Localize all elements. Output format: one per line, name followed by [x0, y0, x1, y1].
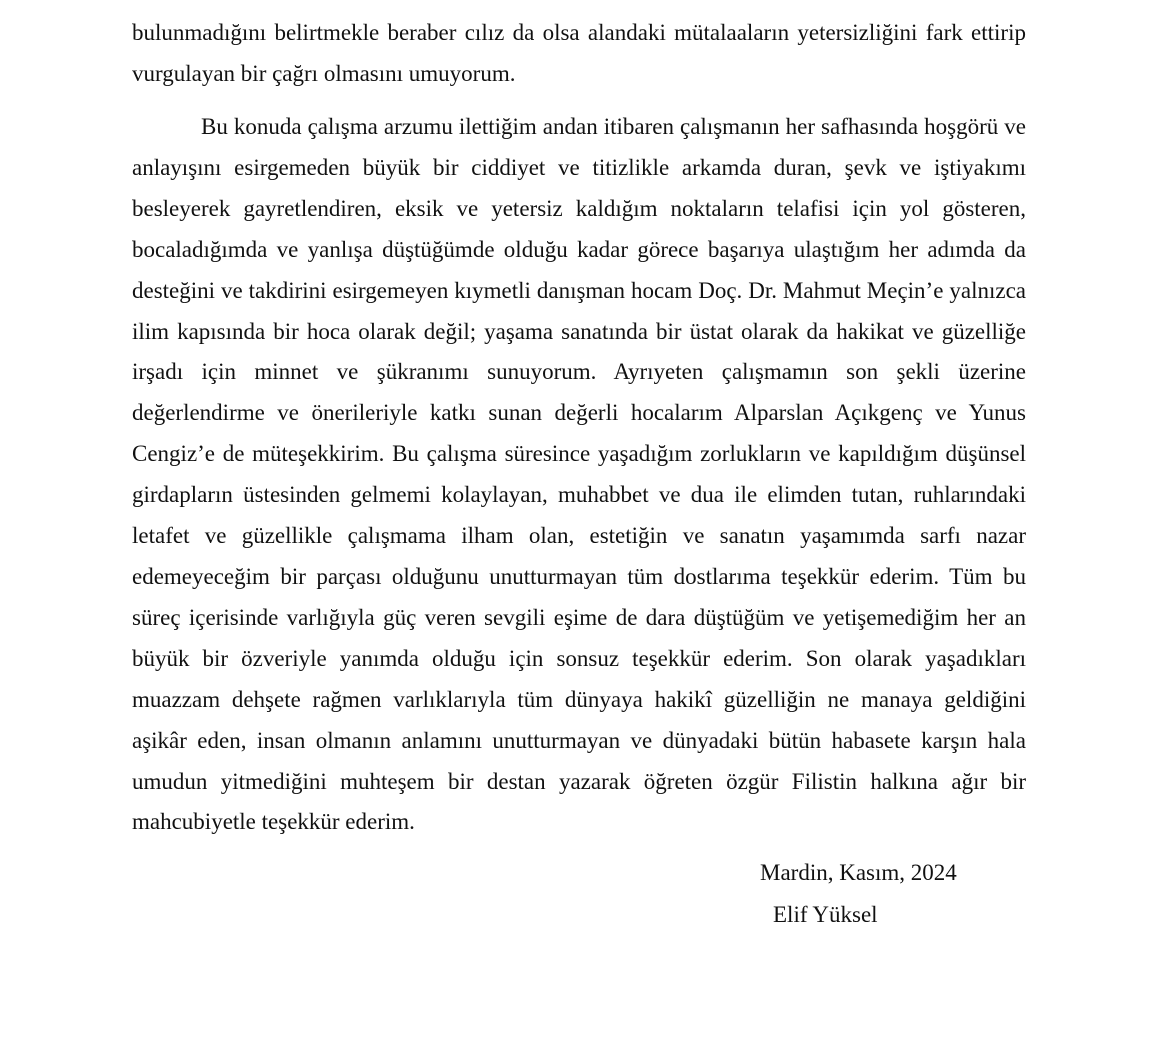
- signature-place-date: Mardin, Kasım, 2024: [760, 860, 957, 885]
- paragraph-acknowledgements: Bu konuda çalışma arzumu ilettiğim andan itibaren çalışmanın her safhasında hoşgörü ve anlayışını esirgemeden büyük bir ciddiyet ve titizlikle arkamda duran, şevk ve iştiyakımı besleyerek gayretlendiren, eksik ve yetersiz kaldığım noktaların telafisi için yol gösteren, bocaladığımda ve yanlışa düştüğümde olduğu kadar görece başarıya ulaştığım her adımda da desteğini ve takdirini esirgemeyen kıymetli danışman hocam Doç. Dr. Mahmut Meçin’e yalnızca ilim kapısında bir hoca olarak değil; yaşama sanatında bir üstat olarak da hakikat ve güzelliğe irşadı için minnet ve şükranımı sunuyorum. Ayrıyeten çalışmamın son şekli üzerine değerlendirme ve önerileriyle katkı sunan değerli hocalarım Alparslan Açıkgenç ve Yunus Cengiz’e de müteşekkirim. Bu çalışma süresince yaşadığım zorlukların ve kapıldığım düşünsel girdapların üstesinden gelmemi kolaylayan, muhabbet ve dua ile elimden tutan, ruhlarındaki letafet ve güzellikle çalışmama ilham olan, estetiğin ve sanatın yaşamımda sarfı nazar edemeyeceğim bir parçası olduğunu unutturmayan tüm dostlarıma teşekkür ederim. Tüm bu süreç içerisinde varlığıyla güç veren sevgili eşime de dara düştüğüm ve yetişemediğim her an büyük bir özveriyle yanımda olduğu için sonsuz teşekkür ederim. Son olarak yaşadıkları muazzam dehşete rağmen varlıklarıyla tüm dünyaya hakikî güzelliğin ne manaya geldiğini aşikâr eden, insan olmanın anlamını unutturmayan ve dünyadaki bütün habasete karşın hala umudun yitmediğini muhteşem bir destan yazarak öğreten özgür Filistin halkına ağır bir mahcubiyetle teşekkür ederim.: [132, 114, 1026, 835]
- paragraph-continuation: bulunmadığını belirtmekle beraber cılız da olsa alandaki mütalaaların yetersizliğini fark ettirip vurgulayan bir çağrı olmasını umuyorum.: [132, 20, 1026, 86]
- signature-author-name: Elif Yüksel: [773, 902, 878, 927]
